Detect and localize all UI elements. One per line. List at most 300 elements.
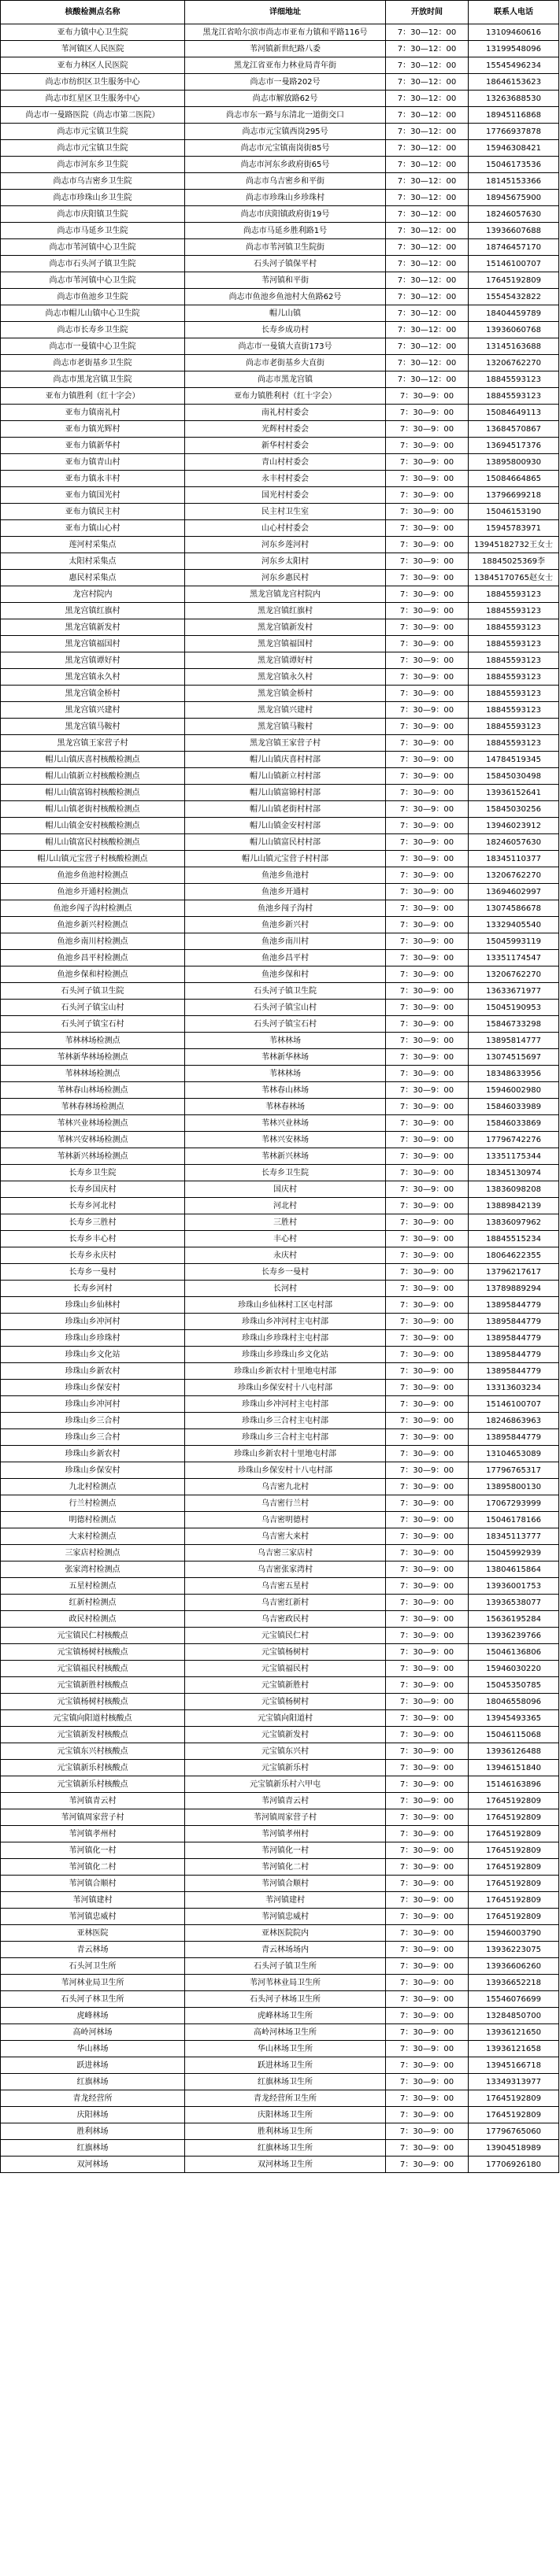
cell-open-hours: 7：30—9：00 <box>386 1297 469 1314</box>
cell-address: 元宝镇向阳道村 <box>185 1710 386 1727</box>
cell-contact-phone: 13329405540 <box>469 917 559 933</box>
cell-open-hours: 7：30—9：00 <box>386 917 469 933</box>
cell-open-hours: 7：30—9：00 <box>386 1016 469 1033</box>
cell-address: 石头河子林场卫生所 <box>185 1991 386 2008</box>
table-row <box>1 1925 559 1942</box>
cell-open-hours: 7：30—9：00 <box>386 2090 469 2107</box>
cell-open-hours: 7：30—9：00 <box>386 1396 469 1413</box>
cell-contact-phone: 13104653089 <box>469 1446 559 1462</box>
cell-site-name: 鱼池乡新兴村检测点 <box>1 917 185 933</box>
table-row <box>1 2008 559 2024</box>
cell-contact-phone: 18145153366 <box>469 173 559 190</box>
cell-address: 鱼池乡新兴村 <box>185 917 386 933</box>
cell-site-name: 帽儿山镇富民村核酸检测点 <box>1 834 185 851</box>
cell-open-hours: 7：30—9：00 <box>386 2123 469 2140</box>
cell-address: 帽儿山镇 <box>185 305 386 322</box>
cell-contact-phone: 13895800130 <box>469 1479 559 1495</box>
cell-site-name: 亚布力镇山心村 <box>1 520 185 537</box>
cell-open-hours: 7：30—12：00 <box>386 289 469 305</box>
table-row <box>1 2123 559 2140</box>
cell-address: 苇河镇建村 <box>185 1892 386 1909</box>
cell-site-name: 苇河林业局卫生所 <box>1 1975 185 1991</box>
cell-open-hours: 7：30—9：00 <box>386 438 469 454</box>
table-row <box>1 917 559 933</box>
cell-contact-phone: 18845593123 <box>469 388 559 405</box>
table-row <box>1 1561 559 1578</box>
cell-open-hours: 7：30—12：00 <box>386 223 469 239</box>
cell-contact-phone: 15846033869 <box>469 1115 559 1132</box>
table-row <box>1 603 559 619</box>
cell-contact-phone: 13946023912 <box>469 818 559 834</box>
table-row <box>1 1942 559 1958</box>
cell-open-hours: 7：30—9：00 <box>386 966 469 983</box>
table-row <box>1 1181 559 1198</box>
table-row <box>1 107 559 124</box>
cell-site-name: 亚林医院 <box>1 1925 185 1942</box>
table-row <box>1 983 559 1000</box>
cell-open-hours: 7：30—12：00 <box>386 272 469 289</box>
cell-contact-phone: 13694517376 <box>469 438 559 454</box>
cell-site-name: 太阳村采集点 <box>1 553 185 570</box>
table-row <box>1 289 559 305</box>
cell-site-name: 珍珠山乡新农村 <box>1 1446 185 1462</box>
table-row <box>1 1710 559 1727</box>
cell-address: 三胜村 <box>185 1214 386 1231</box>
cell-contact-phone: 15545432822 <box>469 289 559 305</box>
cell-open-hours: 7：30—9：00 <box>386 1446 469 1462</box>
table-row <box>1 586 559 603</box>
cell-site-name: 青龙经营所 <box>1 2090 185 2107</box>
cell-contact-phone: 13936239766 <box>469 1628 559 1644</box>
cell-site-name: 尚志市元宝镇卫生院 <box>1 124 185 140</box>
cell-open-hours: 7：30—9：00 <box>386 1462 469 1479</box>
cell-contact-phone: 18046558096 <box>469 1694 559 1710</box>
cell-site-name: 苇林林场检测点 <box>1 1066 185 1082</box>
table-row <box>1 1876 559 1892</box>
cell-open-hours: 7：30—12：00 <box>386 91 469 107</box>
table-row <box>1 520 559 537</box>
cell-open-hours: 7：30—12：00 <box>386 157 469 173</box>
table-row <box>1 1528 559 1545</box>
cell-contact-phone: 18845025369李 <box>469 553 559 570</box>
cell-address: 尚志市黑龙宫镇 <box>185 371 386 388</box>
cell-open-hours: 7：30—9：00 <box>386 1644 469 1661</box>
cell-address: 元宝镇新乐村六甲屯 <box>185 1776 386 1793</box>
cell-open-hours: 7：30—9：00 <box>386 1247 469 1264</box>
table-row <box>1 2041 559 2057</box>
cell-contact-phone: 13074586678 <box>469 900 559 917</box>
cell-contact-phone: 13945166718 <box>469 2057 559 2074</box>
cell-contact-phone: 17645192809 <box>469 272 559 289</box>
cell-open-hours: 7：30—9：00 <box>386 1611 469 1628</box>
cell-site-name: 尚志市珍珠山乡卫生院 <box>1 190 185 206</box>
cell-site-name: 黑龙宫镇马鞍村 <box>1 719 185 735</box>
cell-site-name: 龙宫村院内 <box>1 586 185 603</box>
cell-address: 苇河镇青云村 <box>185 1793 386 1809</box>
cell-open-hours: 7：30—12：00 <box>386 41 469 57</box>
header-site-name: 核酸检测点名称 <box>1 1 185 24</box>
cell-contact-phone: 17796742276 <box>469 1132 559 1148</box>
cell-address: 胜利林场卫生所 <box>185 2123 386 2140</box>
cell-site-name: 苇林春山林场检测点 <box>1 1082 185 1099</box>
cell-address: 乌吉密五星村 <box>185 1578 386 1595</box>
cell-contact-phone: 18246057630 <box>469 206 559 223</box>
cell-contact-phone: 13804615864 <box>469 1561 559 1578</box>
table-row <box>1 405 559 421</box>
cell-address: 帽儿山镇元宝营子村村部 <box>185 851 386 867</box>
table-row <box>1 950 559 966</box>
cell-open-hours: 7：30—9：00 <box>386 834 469 851</box>
table-row <box>1 1975 559 1991</box>
cell-site-name: 尚志市鱼池乡卫生院 <box>1 289 185 305</box>
table-row <box>1 1165 559 1181</box>
cell-open-hours: 7：30—9：00 <box>386 1661 469 1677</box>
cell-contact-phone: 15146100707 <box>469 256 559 272</box>
cell-open-hours: 7：30—9：00 <box>386 1892 469 1909</box>
cell-address: 黑龙宫镇马鞍村 <box>185 719 386 735</box>
table-row <box>1 487 559 504</box>
cell-contact-phone: 17766937878 <box>469 124 559 140</box>
cell-open-hours: 7：30—9：00 <box>386 719 469 735</box>
table-row <box>1 1066 559 1082</box>
table-row <box>1 322 559 338</box>
cell-open-hours: 7：30—9：00 <box>386 1132 469 1148</box>
table-row <box>1 1595 559 1611</box>
cell-address: 苇河镇新世纪路八委 <box>185 41 386 57</box>
cell-site-name: 苇河镇忠威村 <box>1 1909 185 1925</box>
cell-address: 黑龙宫镇谭好村 <box>185 652 386 669</box>
cell-open-hours: 7：30—9：00 <box>386 1198 469 1214</box>
cell-open-hours: 7：30—9：00 <box>386 818 469 834</box>
cell-site-name: 尚志市一曼镇中心卫生院 <box>1 338 185 355</box>
table-row <box>1 652 559 669</box>
cell-address: 乌吉密大来村 <box>185 1528 386 1545</box>
cell-contact-phone: 15946002980 <box>469 1082 559 1099</box>
cell-site-name: 五星村检测点 <box>1 1578 185 1595</box>
table-row <box>1 1049 559 1066</box>
cell-contact-phone: 13284850700 <box>469 2008 559 2024</box>
cell-site-name: 元宝镇杨树村核酸点 <box>1 1694 185 1710</box>
table-row <box>1 1099 559 1115</box>
cell-open-hours: 7：30—9：00 <box>386 2140 469 2157</box>
cell-contact-phone: 13904518989 <box>469 2140 559 2157</box>
cell-address: 珍珠山乡冲河村主屯村部 <box>185 1314 386 1330</box>
cell-site-name: 元宝镇新乐村核酸点 <box>1 1776 185 1793</box>
cell-address: 元宝镇东兴村 <box>185 1743 386 1760</box>
cell-contact-phone: 13895800930 <box>469 454 559 471</box>
table-row <box>1 157 559 173</box>
table-row <box>1 1198 559 1214</box>
table-row <box>1 1264 559 1281</box>
table-row <box>1 74 559 91</box>
table-row <box>1 785 559 801</box>
cell-open-hours: 7：30—9：00 <box>386 603 469 619</box>
cell-open-hours: 7：30—9：00 <box>386 1281 469 1297</box>
table-row <box>1 2107 559 2123</box>
cell-contact-phone: 18845593123 <box>469 586 559 603</box>
cell-open-hours: 7：30—9：00 <box>386 1743 469 1760</box>
cell-address: 尚志市东一路与东清北一道街交口 <box>185 107 386 124</box>
cell-contact-phone: 15045350785 <box>469 1677 559 1694</box>
cell-site-name: 珍珠山乡文化站 <box>1 1347 185 1363</box>
cell-contact-phone: 13789889294 <box>469 1281 559 1297</box>
cell-contact-phone: 15084664865 <box>469 471 559 487</box>
cell-site-name: 长寿乡河北村 <box>1 1198 185 1214</box>
table-row <box>1 1214 559 1231</box>
cell-open-hours: 7：30—9：00 <box>386 1380 469 1396</box>
table-row <box>1 1826 559 1842</box>
table-row <box>1 1991 559 2008</box>
table-row <box>1 619 559 636</box>
cell-contact-phone: 13936607688 <box>469 223 559 239</box>
table-row <box>1 686 559 702</box>
table-row <box>1 867 559 884</box>
cell-address: 尚志市马延乡胜利路1号 <box>185 223 386 239</box>
cell-open-hours: 7：30—9：00 <box>386 686 469 702</box>
cell-address: 国光村村委会 <box>185 487 386 504</box>
table-body <box>1 24 559 2173</box>
cell-open-hours: 7：30—9：00 <box>386 1413 469 1429</box>
cell-open-hours: 7：30—9：00 <box>386 1677 469 1694</box>
cell-contact-phone: 18845593123 <box>469 371 559 388</box>
cell-site-name: 黑龙宫镇王家营子村 <box>1 735 185 752</box>
cell-address: 帽儿山镇老街村村部 <box>185 801 386 818</box>
table-row <box>1 1033 559 1049</box>
table-row <box>1 1909 559 1925</box>
table-row <box>1 41 559 57</box>
cell-open-hours: 7：30—9：00 <box>386 867 469 884</box>
cell-open-hours: 7：30—9：00 <box>386 933 469 950</box>
cell-address: 元宝镇杨树村 <box>185 1694 386 1710</box>
cell-site-name: 惠民村采集点 <box>1 570 185 586</box>
cell-site-name: 珍珠山乡三合村 <box>1 1413 185 1429</box>
cell-address: 苇林春林场 <box>185 1099 386 1115</box>
cell-site-name: 长寿乡丰心村 <box>1 1231 185 1247</box>
cell-open-hours: 7：30—9：00 <box>386 1809 469 1826</box>
cell-open-hours: 7：30—9：00 <box>386 1165 469 1181</box>
cell-site-name: 元宝镇杨树村核酸点 <box>1 1644 185 1661</box>
table-row <box>1 1396 559 1413</box>
cell-open-hours: 7：30—9：00 <box>386 1181 469 1198</box>
cell-site-name: 黑龙宫镇金桥村 <box>1 686 185 702</box>
cell-address: 石头河子镇宝山村 <box>185 1000 386 1016</box>
cell-open-hours: 7：30—9：00 <box>386 1314 469 1330</box>
cell-site-name: 红旗林场 <box>1 2140 185 2157</box>
cell-site-name: 双河林场 <box>1 2157 185 2173</box>
table-row <box>1 1842 559 1859</box>
table-row <box>1 2140 559 2157</box>
cell-site-name: 苇河镇合顺村 <box>1 1876 185 1892</box>
table-row <box>1 1495 559 1512</box>
header-contact-phone: 联系人电话 <box>469 1 559 24</box>
cell-contact-phone: 17645192809 <box>469 1876 559 1892</box>
cell-open-hours: 7：30—9：00 <box>386 1082 469 1099</box>
cell-address: 珍珠山乡仙林村工区屯村部 <box>185 1297 386 1314</box>
cell-site-name: 珍珠山乡冲河村 <box>1 1396 185 1413</box>
cell-contact-phone: 13145163688 <box>469 338 559 355</box>
cell-open-hours: 7：30—9：00 <box>386 1495 469 1512</box>
table-row <box>1 2090 559 2107</box>
cell-address: 珍珠山乡新农村十里地屯村部 <box>185 1363 386 1380</box>
cell-open-hours: 7：30—9：00 <box>386 1528 469 1545</box>
cell-site-name: 长寿乡一曼村 <box>1 1264 185 1281</box>
table-row <box>1 1776 559 1793</box>
cell-site-name: 帽儿山镇庆喜村核酸检测点 <box>1 752 185 768</box>
cell-address: 尚志市元宝镇南岗街85号 <box>185 140 386 157</box>
cell-address: 乌吉密明德村 <box>185 1512 386 1528</box>
table-row <box>1 752 559 768</box>
cell-address: 苇河苇林业局卫生所 <box>185 1975 386 1991</box>
cell-site-name: 长寿乡国庆村 <box>1 1181 185 1198</box>
cell-site-name: 珍珠山乡冲河村 <box>1 1314 185 1330</box>
cell-site-name: 黑龙宫镇兴建村 <box>1 702 185 719</box>
cell-open-hours: 7：30—9：00 <box>386 2024 469 2041</box>
cell-contact-phone: 13109460616 <box>469 24 559 41</box>
table-row <box>1 305 559 322</box>
cell-site-name: 苇林新兴林场检测点 <box>1 1148 185 1165</box>
cell-contact-phone: 15945783971 <box>469 520 559 537</box>
cell-open-hours: 7：30—12：00 <box>386 305 469 322</box>
cell-contact-phone: 13836097962 <box>469 1214 559 1231</box>
cell-address: 黑龙宫镇龙宫村院内 <box>185 586 386 603</box>
cell-open-hours: 7：30—9：00 <box>386 586 469 603</box>
cell-contact-phone: 15845030256 <box>469 801 559 818</box>
cell-contact-phone: 18845593123 <box>469 619 559 636</box>
table-row <box>1 1247 559 1264</box>
cell-address: 珍珠山乡三合村主屯村部 <box>185 1429 386 1446</box>
cell-site-name: 帽儿山镇元宝营子村核酸检测点 <box>1 851 185 867</box>
cell-site-name: 尚志市苇河镇中心卫生院 <box>1 239 185 256</box>
cell-open-hours: 7：30—9：00 <box>386 1975 469 1991</box>
table-row <box>1 57 559 74</box>
cell-address: 光辉村村委会 <box>185 421 386 438</box>
cell-site-name: 鱼池乡鱼池村检测点 <box>1 867 185 884</box>
cell-site-name: 虎峰林场 <box>1 2008 185 2024</box>
cell-open-hours: 7：30—12：00 <box>386 206 469 223</box>
table-row <box>1 570 559 586</box>
table-row <box>1 421 559 438</box>
cell-address: 双河林场卫生所 <box>185 2157 386 2173</box>
cell-contact-phone: 13206762270 <box>469 867 559 884</box>
table-row <box>1 1611 559 1628</box>
cell-contact-phone: 17796765060 <box>469 2123 559 2140</box>
cell-open-hours: 7：30—9：00 <box>386 1033 469 1049</box>
cell-open-hours: 7：30—9：00 <box>386 1115 469 1132</box>
cell-contact-phone: 13836098208 <box>469 1181 559 1198</box>
cell-site-name: 尚志市马延乡卫生院 <box>1 223 185 239</box>
cell-site-name: 亚布力镇南礼村 <box>1 405 185 421</box>
cell-address: 山心村村委会 <box>185 520 386 537</box>
cell-address: 民主村卫生室 <box>185 504 386 520</box>
table-row <box>1 1115 559 1132</box>
cell-site-name: 亚布力镇中心卫生院 <box>1 24 185 41</box>
cell-address: 黑龙宫镇新发村 <box>185 619 386 636</box>
table-row <box>1 1016 559 1033</box>
cell-open-hours: 7：30—9：00 <box>386 1628 469 1644</box>
cell-address: 永庆村 <box>185 1247 386 1264</box>
cell-site-name: 珍珠山乡保安村 <box>1 1380 185 1396</box>
table-row <box>1 1429 559 1446</box>
cell-address: 河东乡太阳村 <box>185 553 386 570</box>
cell-contact-phone: 13945493365 <box>469 1710 559 1727</box>
cell-open-hours: 7：30—12：00 <box>386 173 469 190</box>
table-row <box>1 1082 559 1099</box>
cell-contact-phone: 18246057630 <box>469 834 559 851</box>
cell-address: 黑龙宫镇红旗村 <box>185 603 386 619</box>
cell-contact-phone: 13936652218 <box>469 1975 559 1991</box>
cell-open-hours: 7：30—12：00 <box>386 124 469 140</box>
cell-address: 苇林新兴林场 <box>185 1148 386 1165</box>
cell-address: 鱼池乡鱼池村 <box>185 867 386 884</box>
cell-site-name: 长寿乡卫生院 <box>1 1165 185 1181</box>
cell-site-name: 尚志市红星区卫生服务中心 <box>1 91 185 107</box>
cell-site-name: 尚志市纺织区卫生服务中心 <box>1 74 185 91</box>
table-row <box>1 719 559 735</box>
cell-site-name: 帽儿山镇金安村核酸检测点 <box>1 818 185 834</box>
cell-open-hours: 7：30—12：00 <box>386 239 469 256</box>
cell-contact-phone: 13936121650 <box>469 2024 559 2041</box>
cell-contact-phone: 18845593123 <box>469 669 559 686</box>
cell-address: 石头河子镇卫生院 <box>185 983 386 1000</box>
cell-address: 苇林兴安林场 <box>185 1132 386 1148</box>
table-row <box>1 140 559 157</box>
header-open-hours: 开放时间 <box>386 1 469 24</box>
cell-contact-phone: 18345130974 <box>469 1165 559 1181</box>
table-row <box>1 504 559 520</box>
cell-contact-phone: 17645192809 <box>469 1892 559 1909</box>
cell-contact-phone: 18746457170 <box>469 239 559 256</box>
cell-contact-phone: 13946151840 <box>469 1760 559 1776</box>
cell-address: 元宝镇福民村 <box>185 1661 386 1677</box>
cell-contact-phone: 17645192809 <box>469 1826 559 1842</box>
table-row <box>1 454 559 471</box>
cell-address: 尚志市老街基乡大直街 <box>185 355 386 371</box>
cell-open-hours: 7：30—9：00 <box>386 1793 469 1809</box>
cell-contact-phone: 17645192809 <box>469 1859 559 1876</box>
cell-site-name: 鱼池乡保和村检测点 <box>1 966 185 983</box>
cell-site-name: 尚志市帽儿山镇中心卫生院 <box>1 305 185 322</box>
table-row <box>1 256 559 272</box>
table-row <box>1 669 559 686</box>
cell-site-name: 元宝镇福民村核酸点 <box>1 1661 185 1677</box>
cell-site-name: 行兰村检测点 <box>1 1495 185 1512</box>
cell-contact-phone: 15046178166 <box>469 1512 559 1528</box>
cell-open-hours: 7：30—9：00 <box>386 1925 469 1942</box>
table-row <box>1 1479 559 1495</box>
cell-address: 黑龙江省哈尔滨市尚志市亚布力镇和平路116号 <box>185 24 386 41</box>
cell-address: 跃进林场卫生所 <box>185 2057 386 2074</box>
cell-contact-phone: 18345113777 <box>469 1528 559 1545</box>
cell-site-name: 亚布力镇青山村 <box>1 454 185 471</box>
cell-address: 华山林场卫生所 <box>185 2041 386 2057</box>
cell-contact-phone: 17645192809 <box>469 1793 559 1809</box>
cell-open-hours: 7：30—9：00 <box>386 570 469 586</box>
cell-contact-phone: 13633671977 <box>469 983 559 1000</box>
table-row <box>1 834 559 851</box>
cell-address: 南礼村村委会 <box>185 405 386 421</box>
cell-open-hours: 7：30—9：00 <box>386 1049 469 1066</box>
cell-site-name: 元宝镇东兴村核酸点 <box>1 1743 185 1760</box>
cell-site-name: 苇林新华林场检测点 <box>1 1049 185 1066</box>
table-row <box>1 900 559 917</box>
cell-contact-phone: 18845593123 <box>469 686 559 702</box>
cell-site-name: 亚布力镇新华村 <box>1 438 185 454</box>
table-row <box>1 801 559 818</box>
table-row <box>1 471 559 487</box>
cell-open-hours: 7：30—12：00 <box>386 371 469 388</box>
cell-open-hours: 7：30—12：00 <box>386 57 469 74</box>
cell-contact-phone: 13895844779 <box>469 1297 559 1314</box>
